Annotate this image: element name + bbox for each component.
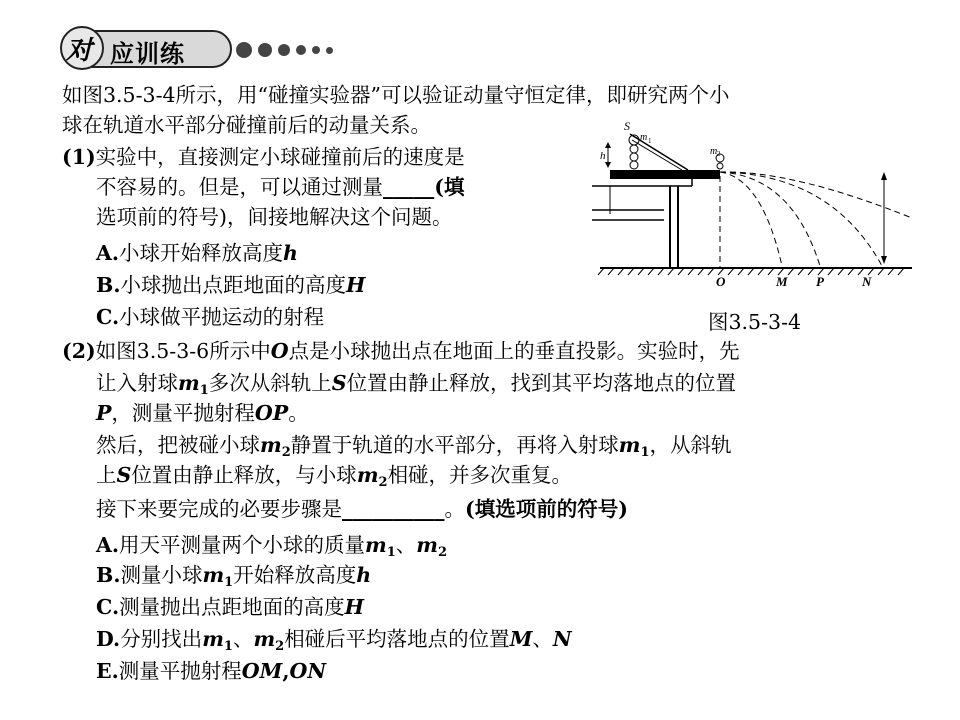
option-letter: E.: [96, 659, 119, 683]
badge-circle: [60, 26, 104, 70]
intro-line-2: [62, 110, 431, 140]
ground-hatching: [598, 268, 904, 275]
intro-text-1: 如图3.5-3-4所示，用“碰撞实验器”可以验证动量守恒定律，即研究两个小: [62, 83, 730, 107]
option-var: m: [365, 533, 387, 557]
q1-answer-blank[interactable]: _____: [383, 175, 435, 199]
q2-text: 。: [444, 497, 465, 521]
label-n: N: [862, 274, 872, 289]
q1-option-b: [96, 270, 365, 300]
dot-icon: [258, 43, 272, 57]
ball-stack: [629, 135, 639, 169]
q2-text: 让入射球: [96, 371, 178, 395]
q2-var: m: [178, 371, 200, 395]
q2-sub: 2: [378, 475, 388, 490]
label-m2: m: [710, 146, 718, 157]
q1-option-a: [96, 238, 298, 268]
option-text: 分别找出: [120, 627, 203, 651]
option-sub: 2: [275, 639, 285, 654]
q2-text: 上: [96, 463, 117, 487]
option-letter: C.: [96, 305, 120, 329]
intro-text-2: 球在轨道水平部分碰撞前后的动量关系。: [62, 113, 431, 137]
q2-var: O: [270, 339, 289, 363]
q2-text: (填选项前的符号): [465, 497, 628, 521]
q2-line-3: [96, 398, 309, 428]
dot-icon: [312, 46, 320, 54]
option-letter: B.: [96, 273, 121, 297]
q1-text-2: 不容易的。但是，可以通过测量: [96, 175, 383, 199]
figure-caption: 图3.5-3-4: [708, 310, 802, 334]
q2-text: ，测量平抛射程: [111, 401, 255, 425]
q2-text: 位置由静止释放，与小球: [131, 463, 357, 487]
q2-text: 接下来要完成的必要步骤是: [96, 497, 342, 521]
option-var: m: [202, 627, 224, 651]
q2-text: 位置由静止释放，找到其平均落地点的位置: [346, 371, 737, 395]
label-p: P: [816, 274, 824, 289]
option-var: h: [356, 563, 372, 587]
trajectory-paths: [720, 172, 912, 266]
q2-var: P: [96, 401, 112, 425]
q1-option-c: [96, 302, 324, 332]
dot-icon: [236, 42, 252, 58]
dot-icon: [278, 44, 290, 56]
q2-text: 然后，把被碰小球: [96, 433, 260, 457]
q2-line-5: [96, 460, 572, 498]
option-text: 测量抛出点距地面的高度: [119, 595, 345, 619]
q2-text: ，从斜轨: [649, 433, 732, 457]
option-var: m: [416, 533, 438, 557]
q2-text: 相碰，并多次重复。: [387, 463, 573, 487]
option-text: 测量小球: [120, 563, 203, 587]
option-var: N: [552, 627, 572, 651]
table-top: [610, 170, 720, 179]
option-letter: A.: [96, 241, 120, 265]
label-m1-sub: 1: [648, 137, 652, 145]
q2-text: 静置于轨道的水平部分，再将入射球: [290, 433, 619, 457]
option-text: 开始释放高度: [233, 563, 357, 587]
q1-text-3: 选项前的符号)，间接地解决这个问题。: [96, 205, 453, 229]
option-var: M: [509, 627, 533, 651]
q2-var: S: [331, 371, 347, 395]
option-text: 小球做平抛运动的射程: [119, 305, 325, 329]
collision-apparatus-figure: [592, 118, 922, 308]
q1-line-1: [62, 142, 465, 172]
label-m1: m: [640, 132, 648, 143]
option-var: h: [283, 241, 298, 265]
q2-var: m: [618, 433, 641, 457]
badge-first-char: 对: [66, 36, 93, 66]
label-o: O: [716, 274, 726, 289]
q2-var: S: [116, 463, 132, 487]
q2-var: m: [356, 463, 379, 487]
q2-text: 点是小球抛出点在地面上的垂直投影。实验时，先: [288, 339, 740, 363]
option-var: ON: [289, 659, 327, 683]
q1-text-2-end: (填: [434, 175, 465, 199]
q2-var: m: [260, 433, 282, 457]
option-sub: 1: [386, 545, 396, 560]
option-sep: ,: [282, 659, 290, 683]
option-var: m: [202, 563, 225, 587]
option-sub: 2: [438, 545, 448, 560]
q2-sub: 1: [640, 445, 650, 460]
option-var: H: [344, 595, 364, 619]
q2-sub: 1: [199, 383, 209, 398]
option-sep: 、: [232, 627, 254, 651]
q2-option-e: [96, 656, 326, 686]
q2-text: 如图3.5-3-6所示中: [95, 339, 271, 363]
q2-sub: 2: [281, 445, 291, 460]
label-m: M: [776, 274, 788, 289]
q2-option-c: [96, 592, 364, 622]
label-h: h: [600, 150, 606, 162]
option-sep: 、: [532, 627, 553, 651]
q2-text: 。: [288, 401, 309, 425]
intro-line-1: [62, 80, 730, 110]
option-var: m: [253, 627, 276, 651]
option-text: 小球开始释放高度: [119, 241, 284, 265]
q1-line-2: [96, 172, 464, 202]
label-s: S: [624, 119, 630, 133]
option-letter: D.: [96, 627, 121, 651]
option-sep: 、: [395, 533, 417, 557]
q2-line-6: [96, 494, 628, 524]
q2-answer-blank[interactable]: __________: [342, 497, 445, 521]
label-m2-sub: 2: [717, 150, 721, 158]
badge-label: 应训练: [110, 39, 185, 68]
option-var: H: [345, 273, 366, 297]
q1-text-1: 实验中，直接测定小球碰撞前后的速度是: [95, 145, 465, 169]
option-text: 测量平抛射程: [118, 659, 242, 683]
option-letter: C.: [96, 595, 120, 619]
option-sub: 1: [224, 575, 234, 590]
option-letter: B.: [96, 563, 121, 587]
dot-icon: [296, 45, 306, 55]
dot-icon: [326, 47, 333, 54]
q2-var: OP: [254, 401, 289, 425]
option-var: OM: [241, 659, 283, 683]
option-text: 小球抛出点距地面的高度: [120, 273, 346, 297]
option-text: 用天平测量两个小球的质量: [119, 533, 366, 557]
option-text: 相碰后平均落地点的位置: [284, 627, 510, 651]
q1-number: (1): [62, 145, 96, 169]
option-sub: 1: [223, 639, 233, 654]
q2-line-1: [62, 336, 740, 366]
q2-text: 多次从斜轨上: [208, 371, 332, 395]
q1-line-3: [96, 202, 453, 232]
q2-number: (2): [62, 339, 96, 363]
option-letter: A.: [96, 533, 120, 557]
